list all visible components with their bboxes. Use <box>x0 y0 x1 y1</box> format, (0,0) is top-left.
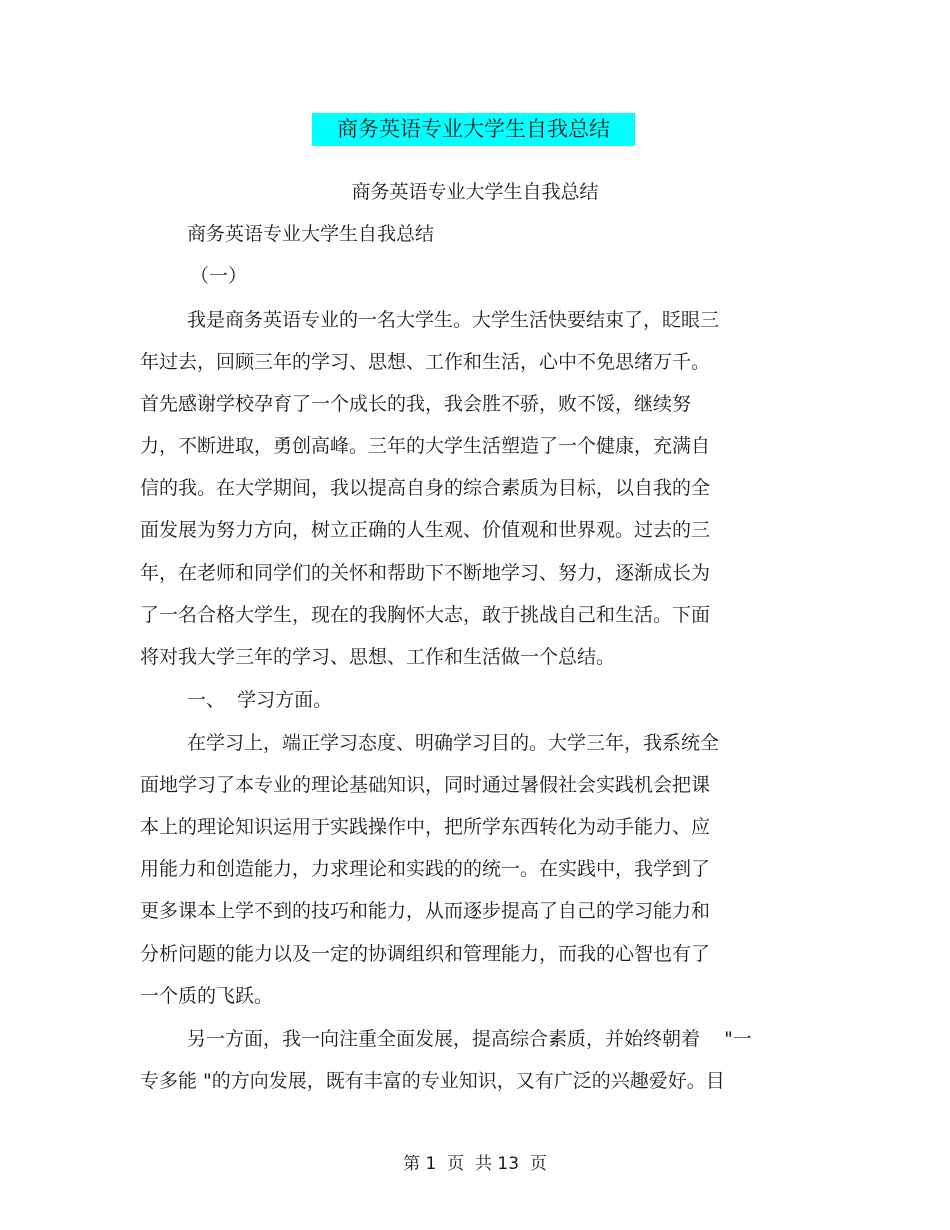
body-line: 用能力和创造能力，力求理论和实践的的统一。在实践中，我学到了 <box>140 858 711 880</box>
body-line: 年过去，回顾三年的学习、思想、工作和生活，心中不免思绪万千。 <box>140 351 711 373</box>
body-line-heading: 商务英语专业大学生自我总结 <box>187 223 435 245</box>
subtitle: 商务英语专业大学生自我总结 <box>351 181 599 203</box>
body-line: 一个质的飞跃。 <box>140 985 274 1007</box>
page-footer: 第 1 页 共 13 页 <box>403 1154 547 1174</box>
body-line: 分析问题的能力以及一定的协调组织和管理能力，而我的心智也有了 <box>140 943 711 965</box>
body-line: 面地学习了本专业的理论基础知识，同时通过暑假社会实践机会把课 <box>140 774 711 796</box>
body-line: 在学习上，端正学习态度、明确学习目的。大学三年，我系统全 <box>187 732 720 754</box>
body-line: 专多能 "的方向发展，既有丰富的专业知识，又有广泛的兴趣爱好。目 <box>140 1070 725 1092</box>
body-line: 将对我大学三年的学习、思想、工作和生活做一个总结。 <box>140 646 616 668</box>
section-heading: 一、 学习方面。 <box>187 689 333 711</box>
body-line: 年，在老师和同学们的关怀和帮助下不断地学习、努力，逐渐成长为 <box>140 562 711 584</box>
body-line: 面发展为努力方向，树立正确的人生观、价值观和世界观。过去的三 <box>140 519 711 541</box>
highlighted-title: 商务英语专业大学生自我总结 <box>312 113 635 146</box>
body-line: 我是商务英语专业的一名大学生。大学生活快要结束了，眨眼三 <box>187 309 720 331</box>
body-line: 首先感谢学校孕育了一个成长的我，我会胜不骄，败不馁，继续努 <box>140 393 692 415</box>
body-line: 另一方面，我一向注重全面发展，提高综合素质，并始终朝着 "一 <box>187 1028 752 1050</box>
body-line: 信的我。在大学期间，我以提高自身的综合素质为目标，以自我的全 <box>140 477 711 499</box>
body-line: 本上的理论知识运用于实践操作中，把所学东西转化为动手能力、应 <box>140 816 711 838</box>
body-line: 力，不断进取，勇创高峰。三年的大学生活塑造了一个健康，充满自 <box>140 435 711 457</box>
body-line: 了一名合格大学生，现在的我胸怀大志，敢于挑战自己和生活。下面 <box>140 604 711 626</box>
section-number: （一） <box>190 265 248 287</box>
body-line: 更多课本上学不到的技巧和能力，从而逐步提高了自己的学习能力和 <box>140 900 711 922</box>
